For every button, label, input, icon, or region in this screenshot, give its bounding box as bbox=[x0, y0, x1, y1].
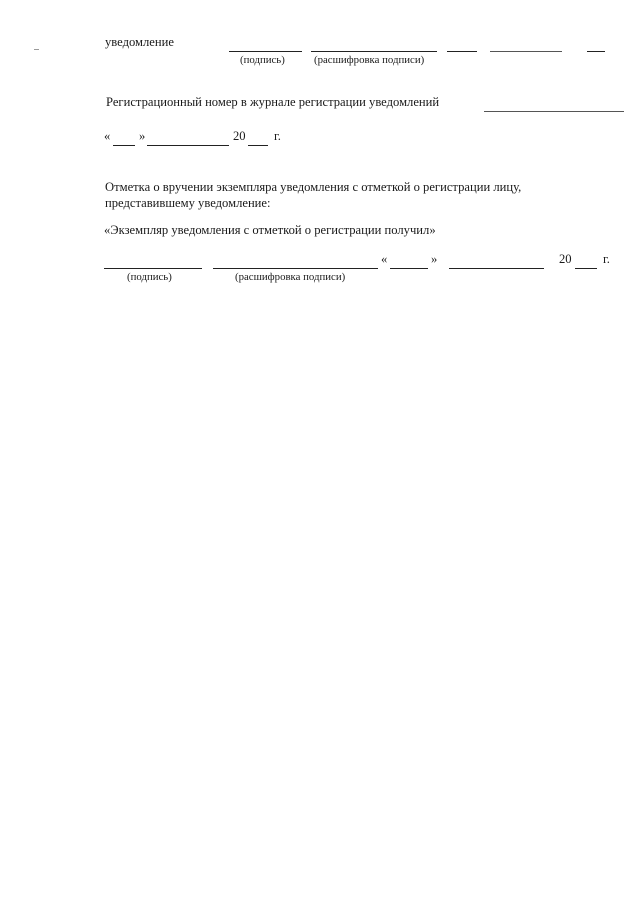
delivery-note-line-1: Отметка о вручении экземпляра уведомления с отметкой о регистрации лицу, bbox=[105, 180, 522, 194]
delivery-note-line-2: представившему уведомление: bbox=[105, 196, 271, 210]
blank-line-1[interactable] bbox=[447, 51, 477, 52]
date-close-quote: » bbox=[139, 129, 146, 143]
bottom-close-quote: » bbox=[431, 252, 438, 266]
signature-line[interactable] bbox=[229, 51, 302, 52]
date-year-prefix: 20 bbox=[233, 129, 246, 143]
registration-number-label: Регистрационный номер в журнале регистрации уведомлений bbox=[106, 95, 440, 109]
signature-caption: (подпись) bbox=[240, 54, 285, 66]
decoding-caption: (расшифровка подписи) bbox=[314, 54, 425, 66]
receiver-signature-caption: (подпись) bbox=[127, 271, 172, 283]
registration-number-line[interactable] bbox=[484, 111, 624, 112]
receiver-decoding-caption: (расшифровка подписи) bbox=[235, 271, 346, 283]
bottom-year-suffix: г. bbox=[603, 252, 610, 266]
receiver-decoding-line[interactable] bbox=[213, 268, 378, 269]
bottom-year-prefix: 20 bbox=[559, 252, 572, 266]
date-year-line[interactable] bbox=[248, 145, 268, 146]
receiver-signature-line[interactable] bbox=[104, 268, 202, 269]
bottom-open-quote: « bbox=[381, 252, 388, 266]
notification-label: уведомление bbox=[105, 35, 174, 49]
bottom-day-line[interactable] bbox=[390, 268, 428, 269]
blank-line-3[interactable] bbox=[587, 51, 605, 52]
signature-decoding-line[interactable] bbox=[311, 51, 437, 52]
bottom-month-line[interactable] bbox=[449, 268, 544, 269]
bottom-year-line[interactable] bbox=[575, 268, 597, 269]
date-year-suffix: г. bbox=[274, 129, 281, 143]
date-day-line[interactable] bbox=[113, 145, 135, 146]
blank-line-2[interactable] bbox=[490, 51, 562, 52]
date-month-line[interactable] bbox=[147, 145, 229, 146]
scan-mark bbox=[34, 49, 39, 50]
date-open-quote: « bbox=[104, 129, 111, 143]
receipt-label: «Экземпляр уведомления с отметкой о регистрации получил» bbox=[104, 223, 436, 237]
